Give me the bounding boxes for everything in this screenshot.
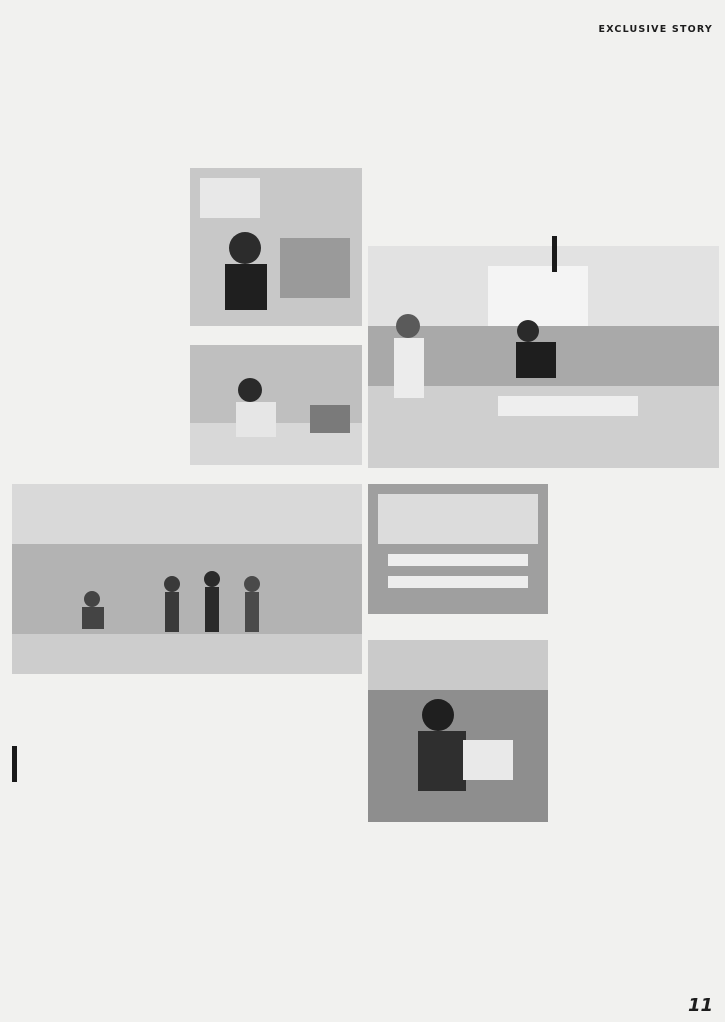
photo-spa-interior (368, 484, 548, 614)
photo-woman-reading (368, 640, 548, 822)
masthead (543, 4, 713, 38)
page-number: 11 (687, 995, 713, 1016)
publication-subtitle: EXCLUSIVE STORY (598, 24, 713, 35)
photo-office-woman (190, 168, 362, 326)
section-heading-bar-1 (552, 236, 557, 272)
photo-spa-massage (368, 246, 719, 468)
section-heading-bar-2 (12, 746, 17, 782)
photo-exercise-class (12, 484, 362, 674)
page-footer (684, 995, 713, 1016)
photo-woman-on-bed (190, 345, 362, 465)
